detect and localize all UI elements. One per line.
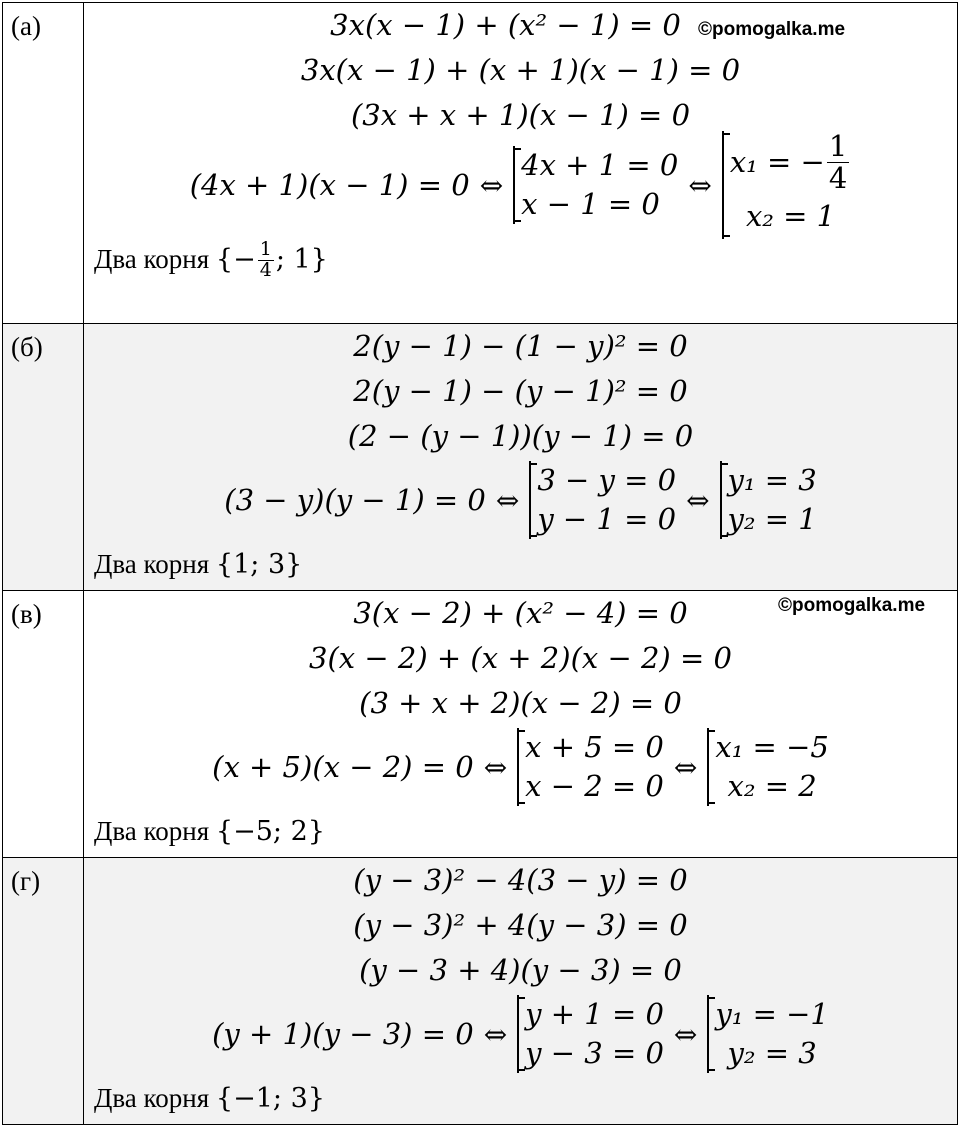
equation-line: (y − 3 + 4)(y − 3) = 0 bbox=[359, 953, 682, 987]
system-bracket bbox=[517, 995, 664, 1073]
system-line: y + 1 = 0 bbox=[525, 997, 664, 1031]
fraction: $\frac{1}{4}$ bbox=[259, 238, 272, 281]
final-equation bbox=[84, 726, 957, 808]
system-bracket bbox=[513, 146, 678, 224]
answer-text: Два корня bbox=[94, 1083, 210, 1113]
roots-bracket bbox=[720, 461, 817, 539]
roots-bracket bbox=[707, 995, 829, 1073]
iff-symbol: ⇔ bbox=[673, 750, 698, 784]
equation-line: 3(x − 2) + (x + 2)(x − 2) = 0 bbox=[309, 641, 732, 675]
answer-line bbox=[84, 808, 957, 857]
equation-line: (3 + x + 2)(x − 2) = 0 bbox=[359, 686, 682, 720]
part-v-row bbox=[3, 591, 958, 858]
iff-symbol: ⇔ bbox=[686, 483, 710, 517]
roots-bracket bbox=[722, 131, 851, 239]
equation-line: 2(y − 1) − (y − 1)² = 0 bbox=[353, 374, 688, 408]
final-lhs: (y + 1)(y − 3) = 0 bbox=[212, 1017, 474, 1051]
root-line: y₁ = −1 bbox=[715, 997, 829, 1031]
system-line: y − 1 = 0 bbox=[537, 502, 677, 536]
answer-text: Два корня bbox=[94, 549, 210, 579]
answer-text: Два корня bbox=[94, 816, 210, 846]
part-content bbox=[84, 324, 958, 591]
system-line: 4x + 1 = 0 bbox=[521, 148, 679, 182]
part-content bbox=[84, 591, 958, 858]
system-line: 3 − y = 0 bbox=[537, 463, 677, 497]
part-label: (г) bbox=[3, 858, 84, 1125]
root-line: y₂ = 1 bbox=[727, 502, 817, 536]
answer-set: {1; 3} bbox=[215, 549, 303, 580]
part-g-row bbox=[3, 858, 958, 1125]
equation-line: (y − 3)² − 4(3 − y) = 0 bbox=[353, 863, 688, 897]
iff-symbol: ⇔ bbox=[688, 168, 712, 202]
part-content bbox=[84, 858, 958, 1125]
answer-line: Два корня {− $\frac{1}{4}$ ; 1} bbox=[94, 238, 328, 281]
final-lhs: (x + 5)(x − 2) = 0 bbox=[212, 750, 474, 784]
final-lhs: (4x + 1)(x − 1) = 0 bbox=[189, 168, 470, 202]
watermark: ©pomogalka.me bbox=[698, 19, 846, 40]
system-line: x − 2 = 0 bbox=[525, 769, 664, 803]
root-line: x₁ = −5 bbox=[715, 730, 829, 764]
final-lhs: (3 − y)(y − 1) = 0 bbox=[224, 483, 486, 517]
equation-line: 3(x − 2) + (x² − 4) = 0 bbox=[353, 596, 688, 630]
answer-set: {−1; 3} bbox=[215, 1083, 325, 1114]
part-a-row bbox=[3, 3, 958, 324]
system-line: y − 3 = 0 bbox=[525, 1036, 664, 1070]
iff-symbol: ⇔ bbox=[479, 168, 504, 202]
part-b-row bbox=[3, 324, 958, 591]
root-line: y₁ = 3 bbox=[727, 463, 817, 497]
solutions-table bbox=[2, 2, 958, 1125]
answer-line bbox=[84, 1075, 957, 1124]
root-line: x₂ = 1 bbox=[745, 198, 836, 233]
root-line: x₁ = − $\frac{1}{4}$ bbox=[729, 129, 848, 195]
part-label: (б) bbox=[3, 324, 84, 591]
system-bracket bbox=[529, 461, 676, 539]
equation-line: (2 − (y − 1))(y − 1) = 0 bbox=[347, 419, 694, 453]
answer-line bbox=[84, 541, 957, 590]
equation-line: 3x(x − 1) + (x + 1)(x − 1) = 0 bbox=[300, 53, 741, 87]
system-bracket bbox=[517, 728, 664, 806]
final-equation bbox=[84, 459, 957, 541]
answer-text: Два корня bbox=[94, 243, 210, 274]
equation-line: (y − 3)² + 4(y − 3) = 0 bbox=[353, 908, 688, 942]
system-line: x − 1 = 0 bbox=[521, 187, 660, 221]
equation-line: 3x(x − 1) + (x² − 1) = 0 bbox=[330, 8, 681, 42]
roots-bracket bbox=[707, 728, 828, 806]
watermark: ©pomogalka.me bbox=[778, 595, 926, 616]
root-line: y₂ = 3 bbox=[727, 1036, 817, 1070]
part-label: (в) bbox=[3, 591, 84, 858]
system-line: x + 5 = 0 bbox=[525, 730, 664, 764]
equation-line: 2(y − 1) − (1 − y)² = 0 bbox=[353, 329, 688, 363]
iff-symbol: ⇔ bbox=[483, 1017, 508, 1051]
root-line: x₂ = 2 bbox=[727, 769, 817, 803]
iff-symbol: ⇔ bbox=[495, 483, 520, 517]
iff-symbol: ⇔ bbox=[483, 750, 508, 784]
part-content bbox=[84, 3, 958, 324]
final-equation bbox=[84, 993, 957, 1075]
fraction: $\frac{1}{4}$ bbox=[828, 129, 848, 195]
answer-set: {−5; 2} bbox=[215, 816, 325, 847]
equation-line: (3x + x + 1)(x − 1) = 0 bbox=[350, 98, 691, 132]
iff-symbol: ⇔ bbox=[673, 1017, 698, 1051]
part-label: (а) bbox=[3, 3, 84, 324]
final-equation bbox=[84, 129, 957, 233]
